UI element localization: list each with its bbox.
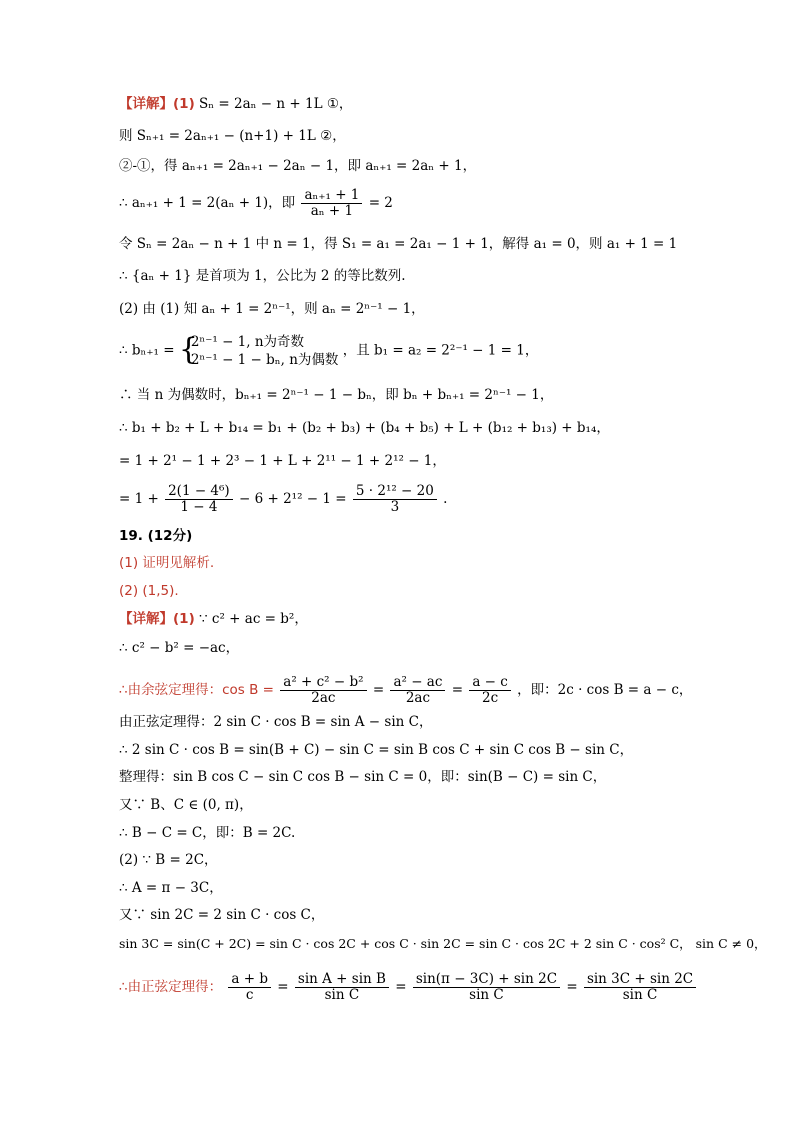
- q19-line-13-lead: ∴由正弦定理得：: [119, 979, 223, 995]
- equals-sign: =: [566, 979, 578, 995]
- piecewise-row-even: 2ⁿ⁻¹ − 1 − bₙ, n为偶数: [190, 352, 339, 368]
- p1-line-4-lead: ∴ aₙ₊₁ + 1 = 2(aₙ + 1)，即: [119, 195, 296, 211]
- q19-line-8: ∴ B − C = C，即：B = 2C.: [119, 825, 296, 841]
- fraction-numerator: aₙ₊₁ + 1: [301, 188, 362, 204]
- p1-line-4: [119, 188, 393, 219]
- fraction-denominator: 2ac: [311, 690, 336, 706]
- q19-line-12: sin 3C = sin(C + 2C) = sin C · cos 2C + cos C · sin 2C = sin C · cos 2C + 2 sin C · cos² C， sin C ≠ 0，: [119, 936, 767, 951]
- p1-line-2: 则 Sₙ₊₁ = 2aₙ₊₁ − (n+1) + 1L ②，: [119, 128, 346, 144]
- p1-line-1: [119, 94, 352, 114]
- p1-line-3: ②-①，得 aₙ₊₁ = 2aₙ₊₁ − 2aₙ − 1，即 aₙ₊₁ = 2aₙ + 1，: [119, 158, 477, 174]
- p1-ratio-fraction: [301, 188, 362, 219]
- q19-line-5: ∴ 2 sin C · cos B = sin(B + C) − sin C = sin B cos C + sin C cos B − sin C，: [119, 742, 634, 758]
- left-brace: {: [178, 332, 198, 367]
- p1-line-4-tail: = 2: [368, 195, 393, 211]
- p2-line-2-tail: ，且 b₁ = a₂ = 2²⁻¹ − 1 = 1，: [342, 342, 539, 359]
- detail-tag: 【详解】(1): [119, 611, 195, 627]
- result-fraction: [353, 484, 437, 515]
- p2-line-2-lead: ∴ bₙ₊₁ =: [119, 342, 175, 359]
- fraction-denominator: aₙ + 1: [310, 203, 354, 219]
- piecewise-row-odd: 2ⁿ⁻¹ − 1, n为奇数: [190, 334, 305, 350]
- cosine-law-fraction-3: [469, 675, 511, 706]
- equals-sign: =: [372, 682, 385, 698]
- fraction-denominator: sin C: [324, 987, 360, 1003]
- equals-sign: =: [395, 979, 407, 995]
- equals-sign: =: [277, 979, 289, 995]
- fraction-denominator: sin C: [622, 987, 658, 1003]
- p2-line-2: [119, 333, 538, 369]
- p2-line-3: ∴ 当 n 为偶数时，bₙ₊₁ = 2ⁿ⁻¹ − 1 − bₙ，即 bₙ + bₙ₊₁ = 2ⁿ⁻¹ − 1，: [119, 387, 554, 403]
- q19-line-3: [119, 675, 692, 706]
- equals-sign: =: [451, 682, 464, 698]
- fraction-numerator: 2(1 − 4⁶): [165, 484, 233, 500]
- fraction-denominator: sin C: [469, 987, 504, 1003]
- q19-line-3-tail: ，即：2c · cos B = a − c，: [517, 682, 693, 698]
- q19-line-10: ∴ A = π − 3C，: [119, 880, 223, 896]
- q19-line-1-text: ∵ c² + ac = b²，: [199, 611, 308, 627]
- p1-line-1-text: Sₙ = 2aₙ − n + 1L ①，: [199, 96, 353, 112]
- fraction-numerator: sin A + sin B: [295, 972, 389, 988]
- fraction-numerator: a − c: [469, 675, 511, 691]
- fraction-denominator: 1 − 4: [180, 499, 218, 515]
- geometric-sum-fraction: [165, 484, 233, 515]
- p2-line-6-lead: = 1 +: [119, 491, 159, 507]
- q19-line-1: [119, 609, 308, 629]
- ratio-fraction-3: [413, 972, 560, 1003]
- q19-line-2: ∴ c² − b² = −ac，: [119, 640, 240, 656]
- p1-line-5: 令 Sₙ = 2aₙ − n + 1 中 n = 1，得 S₁ = a₁ = 2a₁ − 1 + 1，解得 a₁ = 0，则 a₁ + 1 = 1: [119, 236, 678, 252]
- fraction-numerator: sin(π − 3C) + sin 2C: [413, 972, 560, 988]
- ratio-fraction-1: [228, 972, 271, 1003]
- fraction-numerator: 5 · 2¹² − 20: [353, 484, 437, 500]
- q19-answer-2: (2) (1,5).: [119, 583, 179, 599]
- q19-answer-1: (1) 证明见解析.: [119, 555, 215, 571]
- fraction-denominator: c: [245, 987, 254, 1003]
- cosine-law-fraction-2: [390, 675, 445, 706]
- ratio-fraction-4: [584, 972, 696, 1003]
- p1-line-6: ∴ {aₙ + 1} 是首项为 1，公比为 2 的等比数列.: [119, 268, 406, 284]
- fraction-numerator: sin 3C + sin 2C: [584, 972, 696, 988]
- q19-line-11: 又∵ sin 2C = 2 sin C · cos C，: [119, 907, 325, 923]
- piecewise-definition: [179, 333, 339, 369]
- p2-line-6: [119, 484, 447, 515]
- p2-line-1: (2) 由 (1) 知 aₙ + 1 = 2ⁿ⁻¹，则 aₙ = 2ⁿ⁻¹ − 1，: [119, 301, 425, 317]
- q19-line-7: 又∵ B、C ∈ (0, π)，: [119, 797, 253, 813]
- fraction-numerator: a + b: [228, 972, 271, 988]
- fraction-numerator: a² + c² − b²: [280, 675, 366, 691]
- q19-line-6: 整理得：sin B cos C − sin C cos B − sin C = 0，即：sin(B − C) = sin C，: [119, 769, 607, 785]
- fraction-denominator: 2c: [482, 690, 499, 706]
- q19-line-9: (2) ∵ B = 2C，: [119, 852, 218, 868]
- q19-line-3-lead: ∴由余弦定理得：cos B =: [119, 682, 274, 698]
- p2-line-6-mid: − 6 + 2¹² − 1 =: [239, 491, 347, 507]
- cosine-law-fraction: [280, 675, 366, 706]
- q19-line-13: [119, 972, 698, 1003]
- fraction-denominator: 3: [390, 499, 400, 515]
- detail-tag: 【详解】(1): [119, 96, 195, 112]
- p2-line-4: ∴ b₁ + b₂ + L + b₁₄ = b₁ + (b₂ + b₃) + (b₄ + b₅) + L + (b₁₂ + b₁₃) + b₁₄，: [119, 420, 610, 436]
- q19-line-4: 由正弦定理得：2 sin C · cos B = sin A − sin C，: [119, 714, 433, 730]
- p2-line-6-tail: .: [443, 491, 448, 507]
- fraction-denominator: 2ac: [405, 690, 431, 706]
- q19-title: 19. (12分): [119, 528, 193, 544]
- p2-line-5: = 1 + 2¹ − 1 + 2³ − 1 + L + 2¹¹ − 1 + 2¹² − 1，: [119, 453, 446, 469]
- ratio-fraction-2: [295, 972, 389, 1003]
- fraction-numerator: a² − ac: [390, 675, 445, 691]
